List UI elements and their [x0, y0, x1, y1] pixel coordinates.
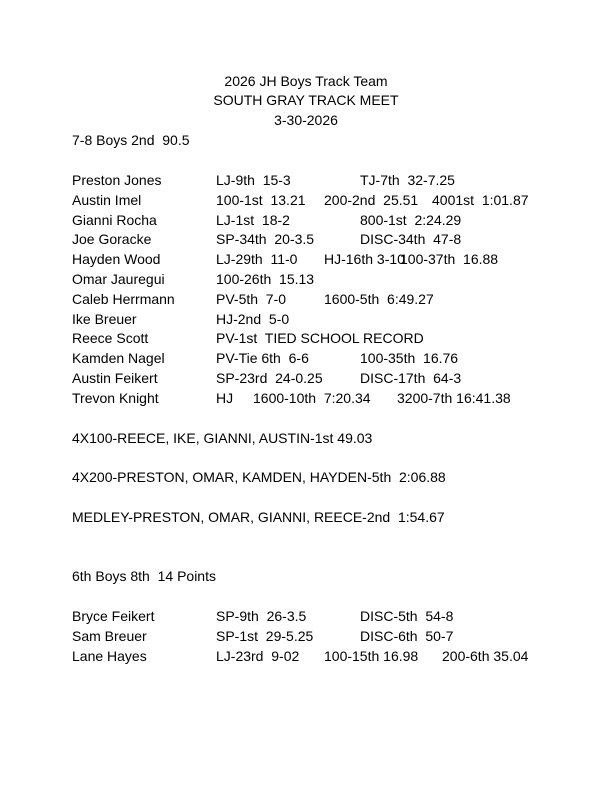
athlete-result: 4001st 1:01.87	[432, 191, 529, 208]
athlete-result: 100-37th 16.88	[400, 251, 499, 268]
athlete-name: Caleb Herrmann	[72, 290, 175, 307]
section-heading-6: 6th Boys 8th 14 Points	[72, 568, 216, 584]
athlete-result: DISC-5th 54-8	[360, 608, 454, 624]
athlete-result: 200-6th 35.04	[442, 647, 529, 664]
section-heading-7-8: 7-8 Boys 2nd 90.5	[72, 132, 190, 148]
athlete-name: Trevon Knight	[72, 389, 159, 406]
relay-medley: MEDLEY-PRESTON, OMAR, GIANNI, REECE-2nd 1:54.67	[72, 509, 445, 525]
athlete-name: Ike Breuer	[72, 310, 137, 327]
athlete-result: SP-23rd 24-0.25	[216, 370, 323, 386]
athlete-result: HJ-2nd 5-0	[216, 310, 290, 327]
athlete-name: Preston Jones	[72, 172, 162, 188]
athlete-result: 100-1st 13.21	[216, 191, 306, 208]
athlete-name: Joe Goracke	[72, 231, 152, 248]
athlete-name: Reece Scott	[72, 330, 149, 347]
athlete-name: Lane Hayes	[72, 647, 147, 664]
document-title: 2026 JH Boys Track Team	[224, 73, 388, 89]
athlete-name: Austin Feikert	[72, 370, 158, 386]
athlete-result: 200-2nd 25.51	[324, 191, 419, 208]
athlete-result: HJ	[216, 389, 234, 406]
athlete-result: SP-9th 26-3.5	[216, 608, 307, 624]
meet-name: SOUTH GRAY TRACK MEET	[213, 92, 399, 108]
athlete-result: 100-26th 15.13	[216, 271, 315, 287]
athlete-result: PV-Tie 6th 6-6	[216, 350, 309, 367]
athlete-name: Omar Jauregui	[72, 271, 165, 287]
athlete-result: DISC-17th 64-3	[360, 370, 462, 386]
athlete-name: Sam Breuer	[72, 627, 147, 644]
athlete-name: Kamden Nagel	[72, 350, 165, 367]
relay-4x200: 4X200-PRESTON, OMAR, KAMDEN, HAYDEN-5th 2:06.88	[72, 469, 446, 485]
athlete-result: LJ-29th 11-0	[216, 251, 298, 268]
relay-4x100: 4X100-REECE, IKE, GIANNI, AUSTIN-1st 49.03	[72, 430, 373, 446]
athlete-result: LJ-9th 15-3	[216, 172, 291, 188]
athlete-result: 1600-5th 6:49.27	[324, 290, 434, 307]
athlete-result: LJ-23rd 9-02	[216, 647, 300, 664]
athlete-result: 3200-7th 16:41.38	[397, 389, 511, 406]
athlete-result: 800-1st 2:24.29	[360, 211, 462, 228]
athlete-result: 100-35th 16.76	[360, 350, 459, 367]
athlete-result: 1600-10th 7:20.34	[253, 389, 371, 406]
athlete-result: TJ-7th 32-7.25	[360, 172, 455, 188]
athlete-result: PV-5th 7-0	[216, 290, 287, 307]
athlete-result: LJ-1st 18-2	[216, 211, 290, 228]
athlete-result: PV-1st TIED SCHOOL RECORD	[216, 330, 424, 347]
meet-date: 3-30-2026	[274, 112, 338, 128]
athlete-result: DISC-34th 47-8	[360, 231, 462, 248]
athlete-result: 100-15th 16.98	[324, 647, 419, 664]
athlete-result: DISC-6th 50-7	[360, 627, 454, 644]
athlete-result: SP-1st 29-5.25	[216, 627, 314, 644]
athlete-name: Austin Imel	[72, 191, 142, 208]
athlete-result: SP-34th 20-3.5	[216, 231, 315, 248]
athlete-result: HJ-16th 3-10	[324, 251, 405, 268]
athlete-name: Bryce Feikert	[72, 608, 155, 624]
athlete-name: Gianni Rocha	[72, 211, 157, 228]
athlete-name: Hayden Wood	[72, 251, 161, 268]
